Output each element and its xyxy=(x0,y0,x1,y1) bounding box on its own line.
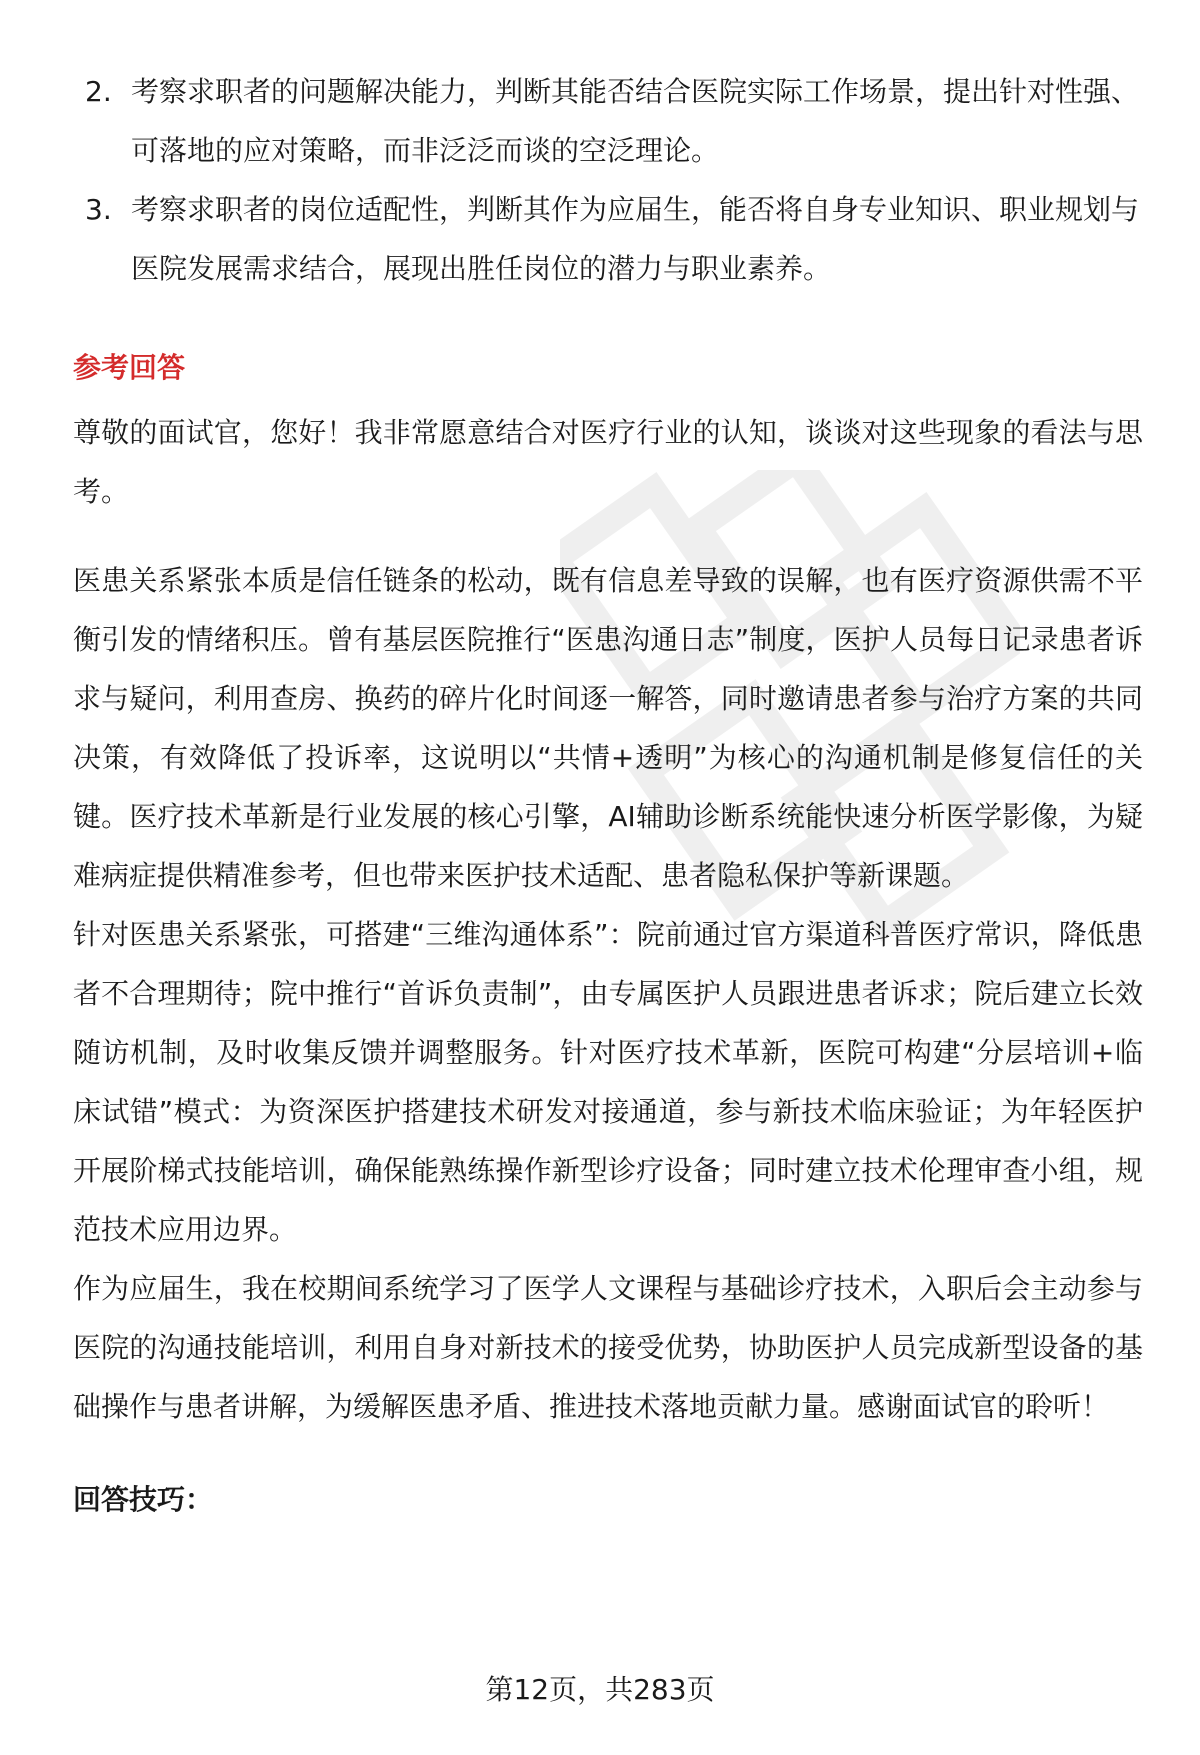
document-body xyxy=(73,62,1143,1529)
answer-paragraph-closing: 作为应届生，我在校期间系统学习了医学人文课程与基础诊疗技术，入职后会主动参与医院的沟通技能培训，利用自身对新技术的接受优势，协助医护人员完成新型设备的基础操作与患者讲解，为缓解医患矛盾、推进技术落地贡献力量。感谢面试官的聆听！ xyxy=(73,1272,1143,1423)
section-title-reference-answer: 参考回答 xyxy=(73,351,186,384)
tips-title: 回答技巧： xyxy=(73,1483,214,1516)
list-text: 考察求职者的问题解决能力，判断其能否结合医院实际工作场景，提出针对性强、可落地的应对策略，而非泛泛而谈的空泛理论。 xyxy=(131,75,1140,167)
answer-paragraph-analysis: 医患关系紧张本质是信任链条的松动，既有信息差导致的误解，也有医疗资源供需不平衡引发的情绪积压。曾有基层医院推行“医患沟通日志”制度，医护人员每日记录患者诉求与疑问，利用查房、换药的碎片化时间逐一解答，同时邀请患者参与治疗方案的共同决策，有效降低了投诉率，这说明以“共情+透明”为核心的沟通机制是修复信任的关键。医疗技术革新是行业发展的核心引擎，AI辅助诊断系统能快速分析医学影像，为疑难病症提供精准参考，但也带来医护技术适配、患者隐私保护等新课题。 xyxy=(73,564,1143,892)
answer-paragraph-greeting: 尊敬的面试官，您好！我非常愿意结合对医疗行业的认知，谈谈对这些现象的看法与思考。 xyxy=(73,416,1143,508)
list-item xyxy=(73,62,1143,180)
list-number: 3. xyxy=(85,193,112,226)
answer-paragraph-solutions: 针对医患关系紧张，可搭建“三维沟通体系”：院前通过官方渠道科普医疗常识，降低患者不合理期待；院中推行“首诉负责制”，由专属医护人员跟进患者诉求；院后建立长效随访机制，及时收集反馈并调整服务。针对医疗技术革新，医院可构建“分层培训+临床试错”模式：为资深医护搭建技术研发对接通道，参与新技术临床验证；为年轻医护开展阶梯式技能培训，确保能熟练操作新型诊疗设备；同时建立技术伦理审查小组，规范技术应用边界。 xyxy=(73,918,1143,1246)
list-text: 考察求职者的岗位适配性，判断其作为应届生，能否将自身专业知识、职业规划与医院发展需求结合，展现出胜任岗位的潜力与职业素养。 xyxy=(131,193,1140,285)
page-number: 第12页，共283页 xyxy=(485,1673,715,1706)
list-number: 2. xyxy=(85,75,112,108)
list-item xyxy=(73,180,1143,298)
